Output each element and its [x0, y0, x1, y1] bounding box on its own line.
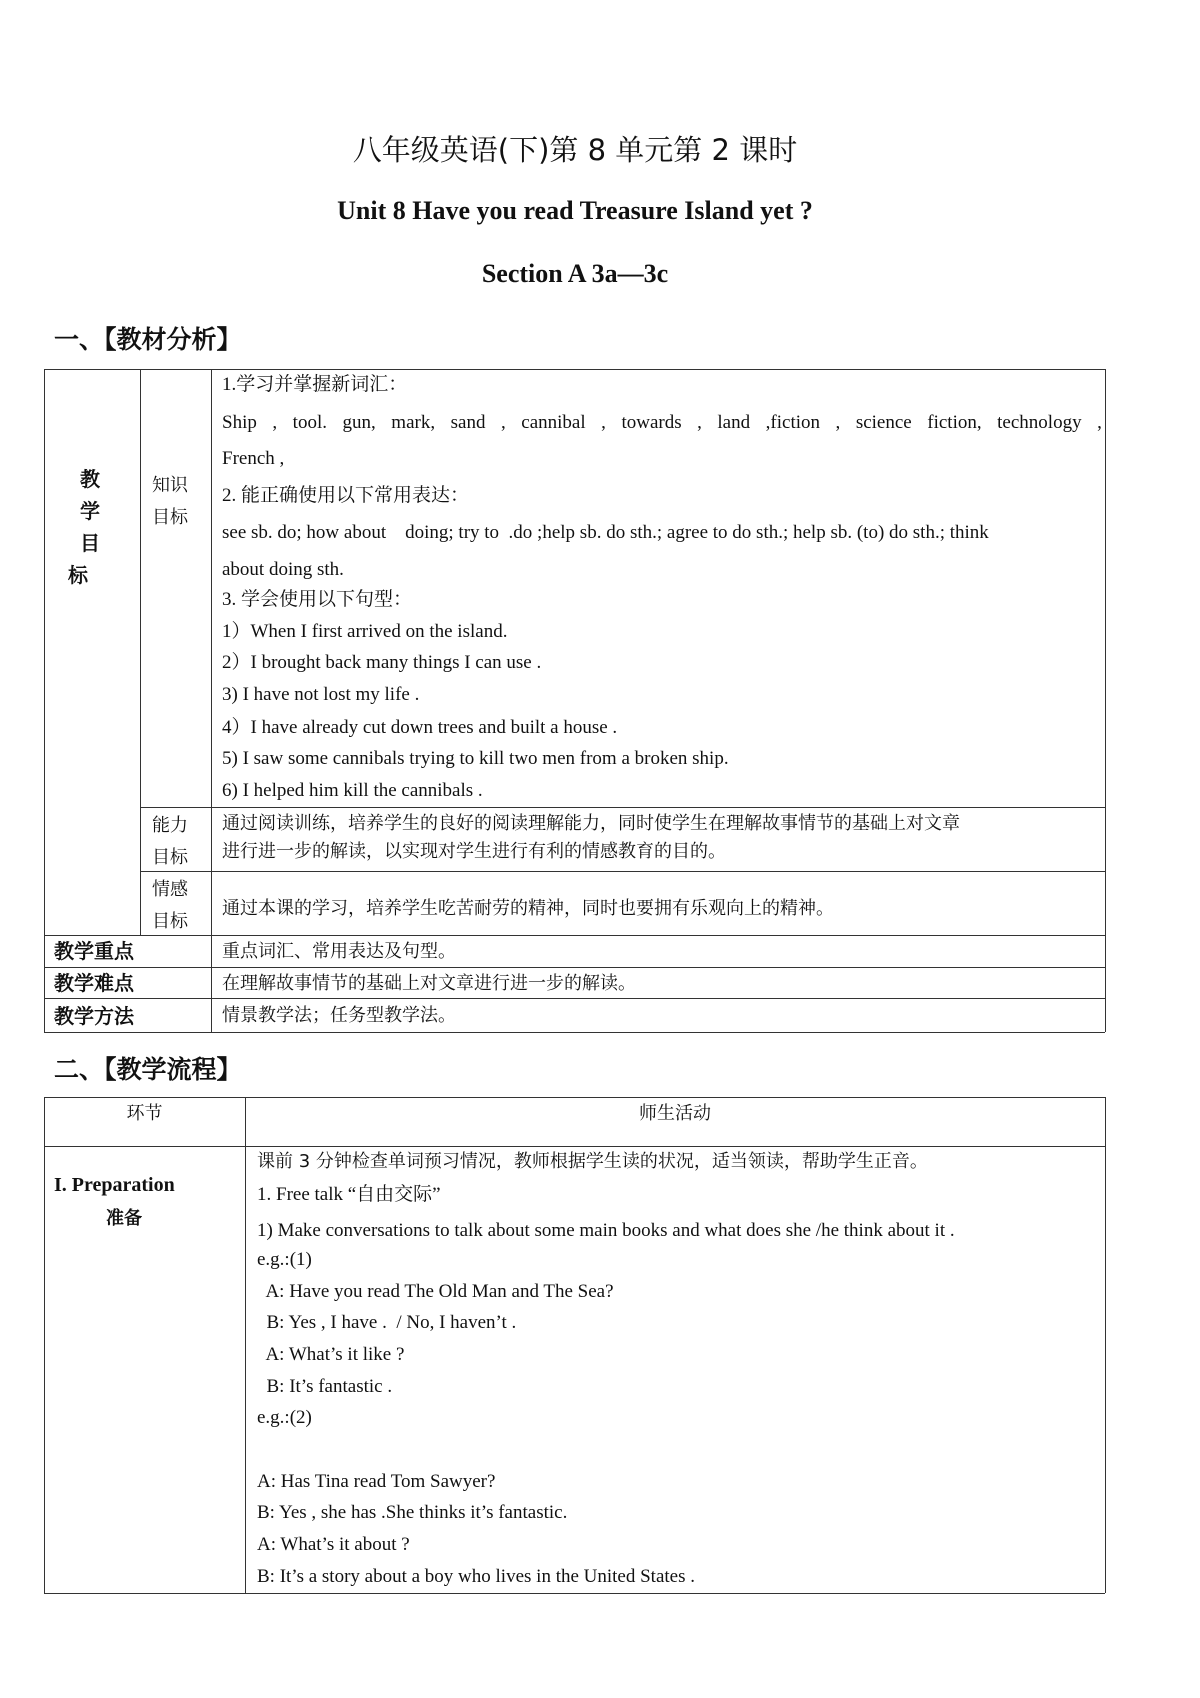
emotion-goal-content: 通过本课的学习，培养学生吃苦耐劳的精神，同时也要拥有乐观向上的精神。	[222, 898, 834, 919]
goal-label: 教 学 目 标	[68, 467, 100, 587]
difficulties-label: 教学难点	[54, 971, 134, 995]
emotion-goal-label: 情感 目标	[152, 879, 188, 932]
key-points-label: 教学重点	[54, 939, 134, 963]
difficulties-text: 在理解故事情节的基础上对文章进行进一步的解读。	[222, 973, 636, 994]
knowledge-goal-label: 知识 目标	[152, 475, 188, 528]
part2-heading: 二、【教学流程】	[54, 1055, 242, 1084]
unit-title: Unit 8 Have you read Treasure Island yet ?	[337, 196, 813, 225]
document-page: 八年级英语(下)第 8 单元第 2 课时 Unit 8 Have you read Treasure Island yet ? Section A 3a—3c 一、【教材分析】 教 学 目 标 知识 目标 1.学习并掌握新词汇： Ship , tool. gun, mark, sand , cannibal , towards , land ,fiction , science fiction, technology , French , 2. 能正确使用以下常用表达： see sb. do; how about doing; try to .do ;help sb. do sth.; agree to do sth.; help sb. (to) do sth.; think about doing sth. 3. 学会使用以下句型： 1）When I first arrived on the island. 2）I brought back many things I can use . 3) I have not lost my life . 4）I have already cut down trees and built a house . 5) I saw some cannibals trying to kill two men from a broken ship. 6) I helped him kill the cannibals . 能力 目标 通过阅读训练，培养学生的良好的阅读理解能力，同时使学生在理解故事情节的基础上对文章 进行进一步的解读，以实现对学生进行有利的情感教育的目的。 情感 目标 通过本课的学习，培养学生吃苦耐劳的精神，同时也要拥有乐观向上的精神。 教学重点 重点词汇、常用表达及句型。 教学难点 在理解故事情节的基础上对文章进行进一步的解读。 教学方法 情景教学法；任务型教学法。 二、【教学流程】 环节 师生活动 I. Preparation 准备 课前 3 分钟检查单词预习情况，教师根据学生读的状况，适当领读，帮助学生正音。 1. Free talk “自由交际” 1) Make conversations to talk about some main books and what does she /he think about it . e.g.:(1) A: Have you read The Old Man and The Sea? B: Yes , I have . / No, I haven’t . A: What’s it like ? B: It’s fantastic . e.g.:(2) A: Has Tina read Tom Sawyer? B: Yes , she has .She thinks it’s fantastic. A: What’s it about ? B: It’s a story about a boy who lives in the United States .	[0, 0, 1200, 1698]
ability-goal-label: 能力 目标	[152, 815, 188, 868]
ability-goal-content: 通过阅读训练，培养学生的良好的阅读理解能力，同时使学生在理解故事情节的基础上对文章 进行进一步的解读，以实现对学生进行有利的情感教育的目的。	[222, 813, 960, 862]
page-title: 八年级英语(下)第 8 单元第 2 课时	[352, 133, 798, 167]
stage-column-header: 环节	[126, 1103, 163, 1124]
methods-text: 情景教学法；任务型教学法。	[222, 1005, 456, 1026]
section-title: Section A 3a—3c	[481, 259, 669, 288]
key-points-text: 重点词汇、常用表达及句型。	[222, 941, 456, 962]
activity-column-header: 师生活动	[639, 1103, 711, 1124]
stage-name-en: I. Preparation	[54, 1174, 175, 1196]
part1-heading: 一、【教材分析】	[54, 325, 242, 354]
stage-name-cn: 准备	[106, 1208, 142, 1229]
methods-label: 教学方法	[54, 1004, 134, 1028]
